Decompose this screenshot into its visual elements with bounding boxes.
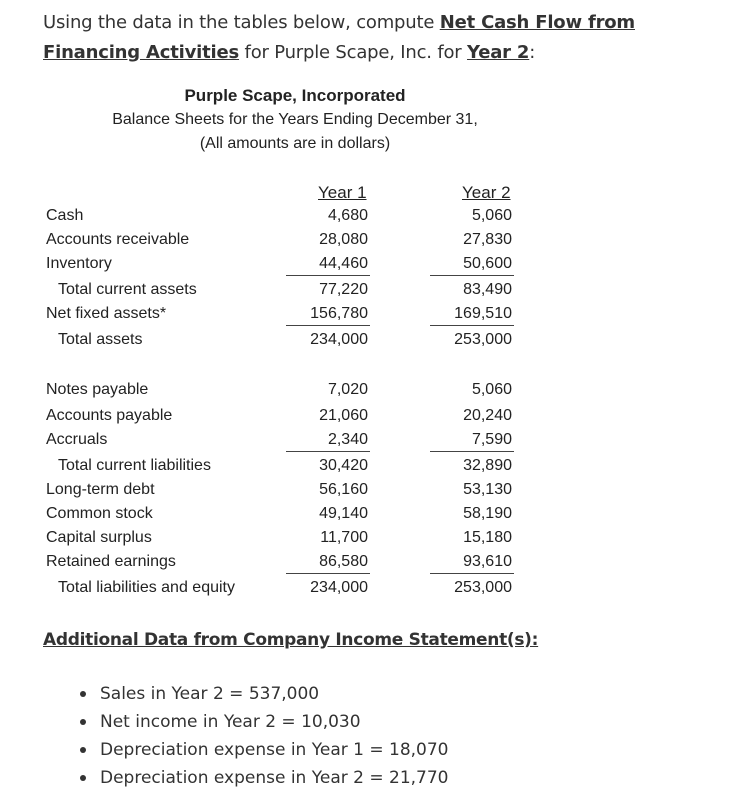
question-emphasis: Net Cash Flow from Financing Activities — [43, 12, 635, 63]
row-label: Accruals — [46, 431, 108, 448]
additional-data-list — [80, 680, 448, 792]
row-label: Net fixed assets* — [46, 305, 167, 322]
row-label: Capital surplus — [46, 529, 152, 546]
table-subtitle: Balance Sheets for the Years Ending December 31, — [112, 111, 478, 128]
list-item-text: Net income in Year 2 = 10,030 — [100, 712, 361, 732]
row-label: Notes payable — [46, 381, 149, 398]
table-row-total-assets — [0, 331, 731, 355]
additional-data-title: Additional Data from Company Income Statement(s): — [43, 630, 539, 650]
year2-value: 20,240 — [463, 407, 512, 424]
bullet-icon — [80, 747, 86, 753]
list-item-text: Depreciation expense in Year 1 = 18,070 — [100, 740, 449, 760]
row-label: Total current assets — [58, 281, 197, 298]
row-label: Total current liabilities — [58, 457, 211, 474]
year1-value: 86,580 — [319, 553, 368, 570]
list-item — [80, 736, 448, 764]
subtotal-rule-year2 — [430, 325, 514, 326]
year2-value: 50,600 — [463, 255, 512, 272]
year2-value: 253,000 — [454, 579, 512, 596]
row-label: Cash — [46, 207, 84, 224]
row-label: Accounts payable — [46, 407, 173, 424]
year1-value: 28,080 — [319, 231, 368, 248]
bullet-icon — [80, 719, 86, 725]
year2-value: 5,060 — [471, 207, 512, 224]
year2-value: 27,830 — [463, 231, 512, 248]
row-label: Total liabilities and equity — [58, 579, 235, 596]
table-row-long-term-debt — [0, 481, 731, 505]
question-prefix: Using the data in the tables below, compute — [43, 12, 440, 33]
list-item — [80, 764, 448, 792]
subtotal-rule-year2 — [430, 573, 514, 574]
list-item — [80, 708, 448, 736]
year2-value: 7,590 — [471, 431, 512, 448]
list-item — [80, 680, 448, 708]
year1-value: 44,460 — [319, 255, 368, 272]
company-name: Purple Scape, Incorporated — [184, 86, 406, 105]
subtotal-rule-year2 — [430, 451, 514, 452]
year1-value: 49,140 — [319, 505, 368, 522]
question-year: Year 2 — [467, 42, 530, 63]
question-middle: for Purple Scape, Inc. for — [239, 42, 468, 63]
year1-value: 156,780 — [310, 305, 368, 322]
bullet-icon — [80, 775, 86, 781]
subtotal-rule-year1 — [286, 451, 370, 452]
bullet-icon — [80, 691, 86, 697]
row-label: Inventory — [46, 255, 112, 272]
subtotal-rule-year2 — [430, 275, 514, 276]
year2-value: 58,190 — [463, 505, 512, 522]
year2-value: 32,890 — [463, 457, 512, 474]
column-header-year2: Year 2 — [462, 183, 511, 202]
table-row-total-current-liabilities — [0, 457, 731, 481]
table-row-cash — [0, 207, 731, 231]
year1-value: 2,340 — [327, 431, 368, 448]
table-units: (All amounts are in dollars) — [199, 135, 391, 152]
year1-value: 77,220 — [319, 281, 368, 298]
year2-value: 169,510 — [454, 305, 512, 322]
table-row-common-stock — [0, 505, 731, 529]
row-label: Retained earnings — [46, 553, 176, 570]
year2-value: 53,130 — [463, 481, 512, 498]
table-row-capital-surplus — [0, 529, 731, 553]
question-suffix: : — [529, 42, 536, 63]
subtotal-rule-year1 — [286, 573, 370, 574]
year2-value: 5,060 — [471, 381, 512, 398]
table-row-notes-payable — [0, 381, 731, 405]
year2-value: 253,000 — [454, 331, 512, 348]
subtotal-rule-year1 — [286, 275, 370, 276]
year1-value: 56,160 — [319, 481, 368, 498]
row-label: Common stock — [46, 505, 153, 522]
year2-value: 83,490 — [463, 281, 512, 298]
year1-value: 11,700 — [320, 529, 368, 546]
table-row-total-current-assets — [0, 281, 731, 305]
year2-value: 93,610 — [463, 553, 512, 570]
year1-value: 234,000 — [310, 579, 368, 596]
row-label: Total assets — [58, 331, 143, 348]
table-row-accounts-payable — [0, 407, 731, 431]
year1-value: 30,420 — [319, 457, 368, 474]
list-item-text: Depreciation expense in Year 2 = 21,770 — [100, 768, 449, 788]
row-label: Accounts receivable — [46, 231, 190, 248]
year1-value: 7,020 — [327, 381, 368, 398]
table-row-accounts-receivable — [0, 231, 731, 255]
year2-value: 15,180 — [463, 529, 512, 546]
year1-value: 4,680 — [327, 207, 368, 224]
question-text — [43, 8, 723, 68]
year1-value: 21,060 — [319, 407, 368, 424]
list-item-text: Sales in Year 2 = 537,000 — [100, 684, 320, 704]
row-label: Long-term debt — [46, 481, 155, 498]
subtotal-rule-year1 — [286, 325, 370, 326]
column-header-year1: Year 1 — [318, 183, 367, 202]
year1-value: 234,000 — [310, 331, 368, 348]
table-row-total-liabilities-equity — [0, 579, 731, 603]
